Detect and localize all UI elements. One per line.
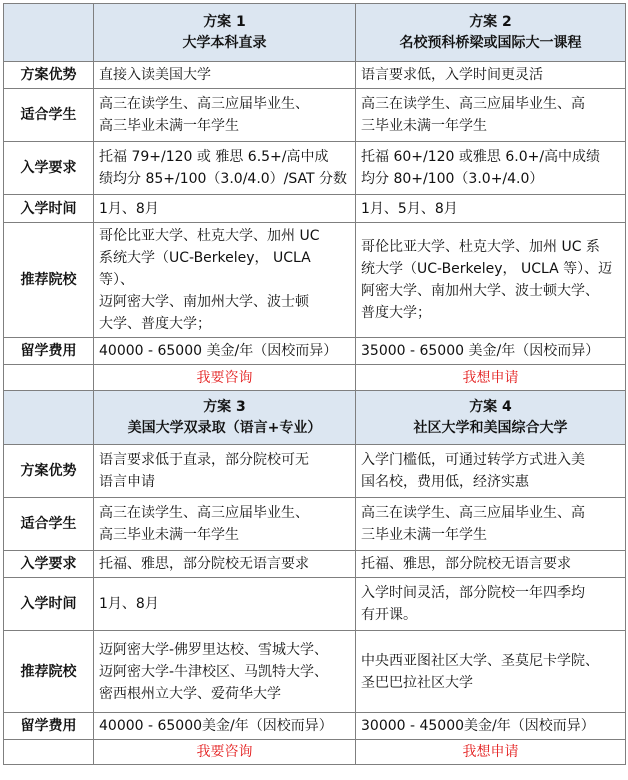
plan4-schools-line-1: 中央西亚图社区大学、圣莫尼卡学院、	[361, 652, 599, 669]
study-plans-table	[3, 3, 626, 765]
plan2-schools-line-4: 普度大学；	[361, 305, 431, 321]
plan4-cost: 30000 - 45000美金/年（因校而异）	[356, 713, 626, 740]
plan2-schools-line-2: 统大学（UC-Berkeley， UCLA 等）、迈	[361, 261, 613, 277]
plan3-schools	[94, 631, 356, 713]
plan1-requirements-line-2: 绩均分 85+/100（3.0/4.0）/SAT 分数	[99, 171, 348, 187]
cost-label: 留学费用	[4, 338, 94, 365]
plan3-advantage-line-1: 语言要求低于直录，部分院校可无	[99, 452, 309, 468]
plan4-intake-line-2: 有开课。	[361, 607, 417, 623]
plan3-advantage	[94, 445, 356, 498]
plan1-header	[94, 4, 356, 62]
plan3-intake: 1月、8月	[94, 578, 356, 631]
plan1-cost: 40000 - 65000 美金/年（因校而异）	[94, 338, 356, 365]
advantage-label: 方案优势	[4, 445, 94, 498]
plan1-advantage: 直接入读美国大学	[94, 62, 356, 89]
plan2-subtitle: 名校预科桥梁或国际大一课程	[399, 34, 582, 51]
plan1-consult-link[interactable]: 我要咨询	[94, 365, 356, 391]
plan2-advantage: 语言要求低，入学时间更灵活	[356, 62, 626, 89]
plan1-schools-line-3: 迈阿密大学、南加州大学、波士顿	[99, 294, 309, 310]
plan1-requirements	[94, 142, 356, 195]
plan1-requirements-line-1: 托福 79+/120 或 雅思 6.5+/高中成	[99, 149, 329, 165]
plan2-cost: 35000 - 65000 美金/年（因校而异）	[356, 338, 626, 365]
advantage-row-2	[4, 445, 626, 498]
cost-row-1	[4, 338, 626, 365]
plan2-requirements-line-2: 均分 80+/100（3.0+/4.0）	[361, 171, 544, 187]
cost-label: 留学费用	[4, 713, 94, 740]
schools-row-2	[4, 631, 626, 713]
plan2-title: 方案 2	[469, 13, 512, 30]
advantage-row-1	[4, 62, 626, 89]
plan3-subtitle: 美国大学双录取（语言+专业）	[127, 419, 322, 436]
plan4-advantage-line-2: 国名校，费用低，经济实惠	[361, 474, 529, 490]
plan2-apply-link[interactable]: 我想申请	[356, 365, 626, 391]
plan3-schools-line-3: 密西根州立大学、爱荷华大学	[99, 685, 281, 702]
intake-label: 入学时间	[4, 195, 94, 223]
plan1-students-line-1: 高三在读学生、高三应届毕业生、	[99, 96, 309, 112]
plan2-header	[356, 4, 626, 62]
plan3-students-line-1: 高三在读学生、高三应届毕业生、	[99, 505, 309, 521]
intake-row-2	[4, 578, 626, 631]
cta-row-2	[4, 740, 626, 765]
plan4-schools-line-2: 圣巴巴拉社区大学	[361, 674, 473, 691]
plan1-title: 方案 1	[203, 13, 246, 30]
plan3-students-line-2: 高三毕业未满一年学生	[99, 527, 239, 543]
plan1-students-line-2: 高三毕业未满一年学生	[99, 118, 239, 134]
plan1-schools	[94, 223, 356, 338]
plan3-header	[94, 391, 356, 445]
advantage-label: 方案优势	[4, 62, 94, 89]
plan4-students-line-1: 高三在读学生、高三应届毕业生、高	[361, 505, 585, 521]
cta-empty-cell	[4, 365, 94, 391]
requirements-row-1	[4, 142, 626, 195]
plan2-students-line-1: 高三在读学生、高三应届毕业生、高	[361, 96, 585, 112]
plan4-apply-link[interactable]: 我想申请	[356, 740, 626, 765]
plan2-schools-line-3: 阿密大学、南加州大学、波士顿大学、	[361, 283, 599, 299]
cta-empty-cell	[4, 740, 94, 765]
plan4-requirements: 托福、雅思，部分院校无语言要求	[356, 551, 626, 578]
schools-row-1	[4, 223, 626, 338]
plan4-title: 方案 4	[469, 398, 512, 415]
plan4-subtitle: 社区大学和美国综合大学	[413, 419, 568, 436]
plan4-header	[356, 391, 626, 445]
plan4-intake-line-1: 入学时间灵活，部分院校一年四季均	[361, 585, 585, 601]
plan-header-row-1	[4, 4, 626, 62]
requirements-label: 入学要求	[4, 142, 94, 195]
plan3-consult-link[interactable]: 我要咨询	[94, 740, 356, 765]
plan3-schools-line-1: 迈阿密大学-佛罗里达校、雪城大学、	[99, 641, 329, 658]
plan2-requirements-line-1: 托福 60+/120 或雅思 6.0+/高中成绩	[361, 149, 601, 165]
header-corner-cell	[4, 391, 94, 445]
requirements-label: 入学要求	[4, 551, 94, 578]
plan1-students	[94, 89, 356, 142]
plan1-subtitle: 大学本科直录	[182, 34, 267, 51]
plan3-cost: 40000 - 65000美金/年（因校而异）	[94, 713, 356, 740]
cost-row-2	[4, 713, 626, 740]
plan1-intake: 1月、8月	[94, 195, 356, 223]
students-label: 适合学生	[4, 498, 94, 551]
plan2-schools	[356, 223, 626, 338]
plan4-advantage	[356, 445, 626, 498]
cta-row-1	[4, 365, 626, 391]
students-label: 适合学生	[4, 89, 94, 142]
plan4-advantage-line-1: 入学门槛低，可通过转学方式进入美	[361, 452, 585, 468]
plan-header-row-2	[4, 391, 626, 445]
students-row-1	[4, 89, 626, 142]
plan2-schools-line-1: 哥伦比亚大学、杜克大学、加州 UC 系	[361, 239, 600, 255]
plan2-students	[356, 89, 626, 142]
plan1-schools-line-2: 系统大学（UC-Berkeley， UCLA 等）、	[99, 250, 311, 288]
plan3-students	[94, 498, 356, 551]
plan3-title: 方案 3	[203, 398, 246, 415]
intake-row-1	[4, 195, 626, 223]
intake-label: 入学时间	[4, 578, 94, 631]
header-corner-cell	[4, 4, 94, 62]
requirements-row-2	[4, 551, 626, 578]
plan1-schools-line-1: 哥伦比亚大学、杜克大学、加州 UC	[99, 228, 320, 244]
plan4-schools	[356, 631, 626, 713]
schools-label: 推荐院校	[4, 631, 94, 713]
plan4-students-line-2: 三毕业未满一年学生	[361, 527, 487, 543]
plan3-schools-line-2: 迈阿密大学-牛津校区、马凯特大学、	[99, 663, 329, 680]
students-row-2	[4, 498, 626, 551]
plan4-intake	[356, 578, 626, 631]
plan3-requirements: 托福、雅思，部分院校无语言要求	[94, 551, 356, 578]
plan2-requirements	[356, 142, 626, 195]
plan1-schools-line-4: 大学、普度大学；	[99, 316, 211, 332]
plan4-students	[356, 498, 626, 551]
schools-label: 推荐院校	[4, 223, 94, 338]
plan2-intake: 1月、5月、8月	[356, 195, 626, 223]
plan2-students-line-2: 三毕业未满一年学生	[361, 118, 487, 134]
plan3-advantage-line-2: 语言申请	[99, 474, 155, 490]
